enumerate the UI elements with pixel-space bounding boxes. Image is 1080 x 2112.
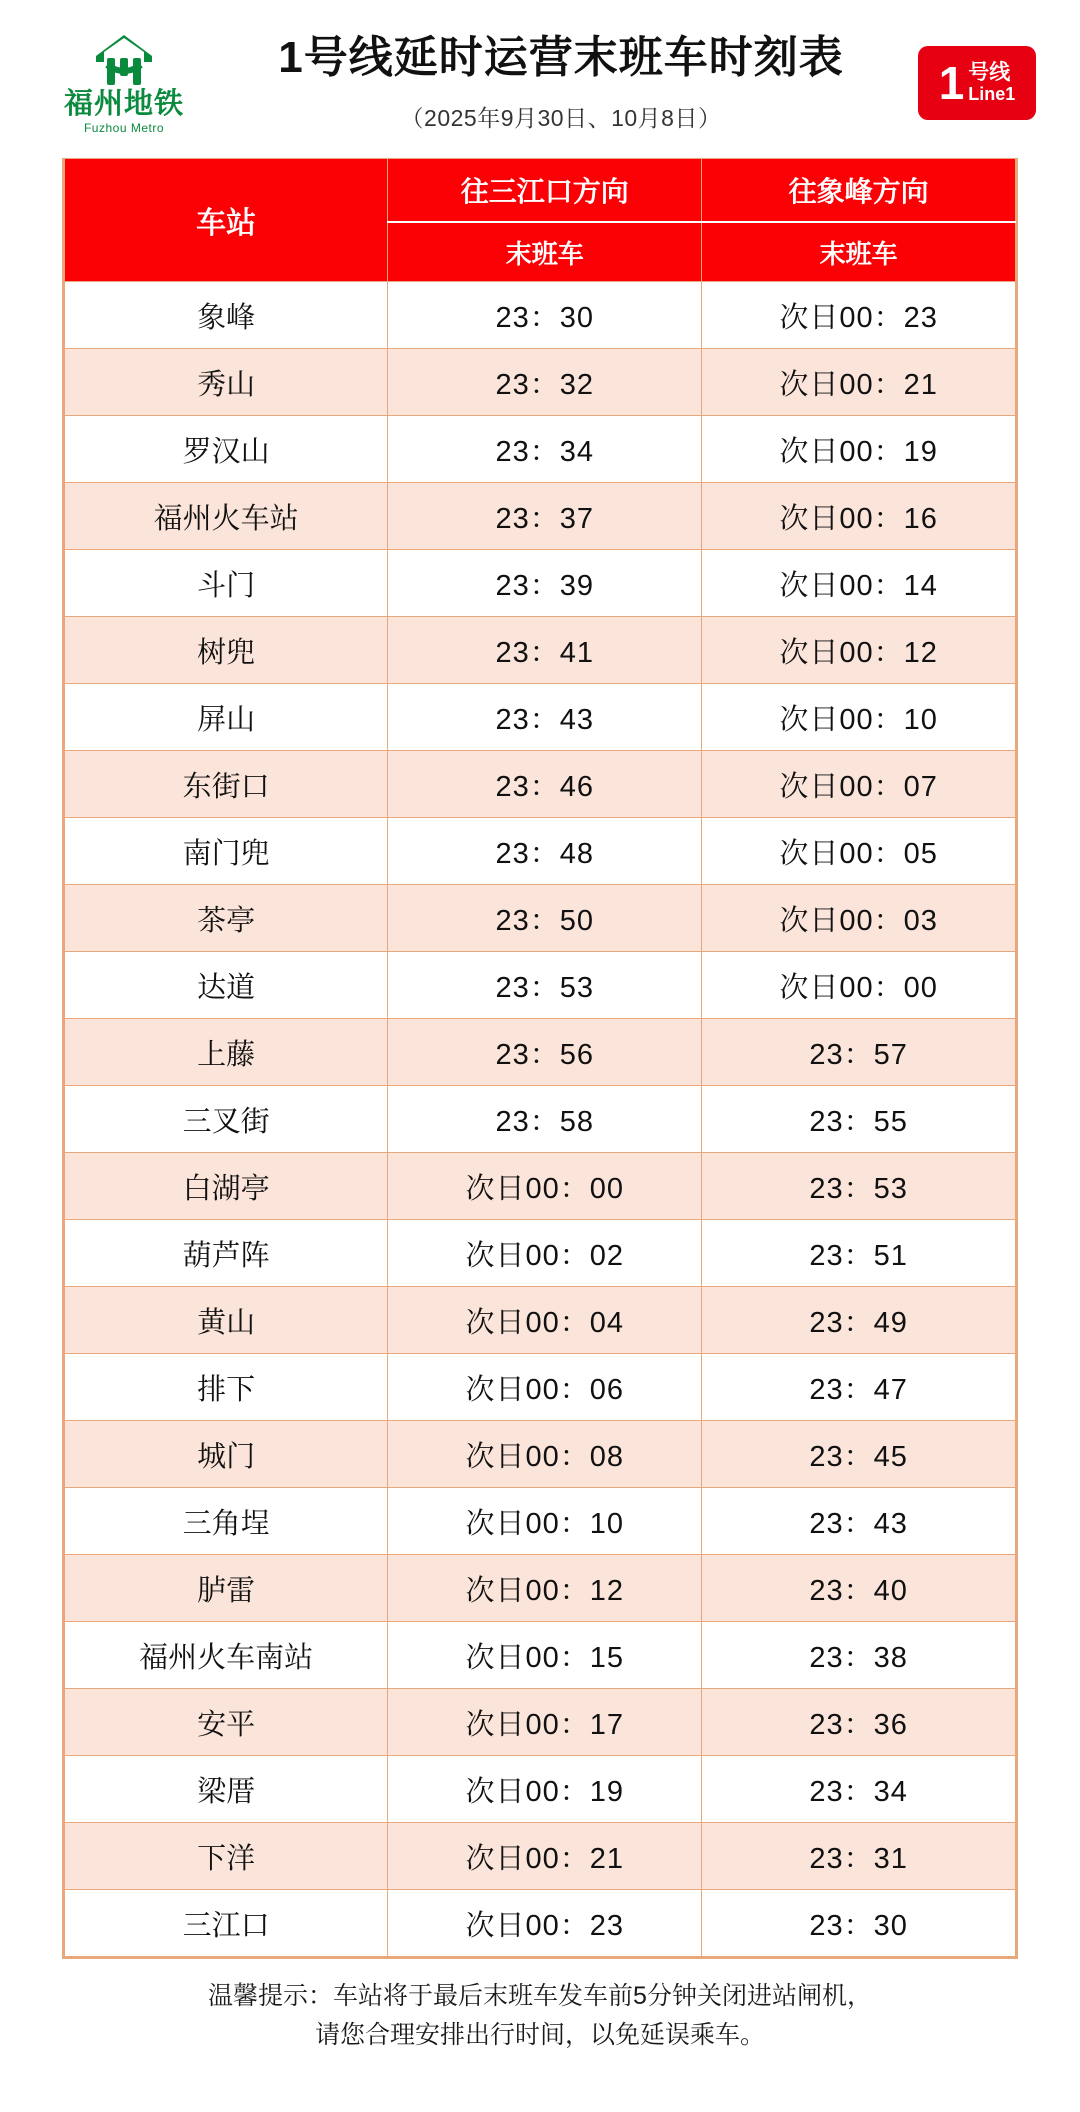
cell-last-train-to-xiangfeng: 23：49 (702, 1287, 1016, 1354)
line-badge-en: Line1 (968, 83, 1016, 104)
cell-last-train-to-xiangfeng: 次日00：00 (702, 952, 1016, 1019)
title-block (204, 26, 918, 133)
cell-last-train-to-xiangfeng: 次日00：14 (702, 550, 1016, 617)
table-row (65, 1287, 1016, 1354)
table-row (65, 1488, 1016, 1555)
table-row (65, 1354, 1016, 1421)
cell-last-train-to-xiangfeng: 次日00：16 (702, 483, 1016, 550)
footer-note-line-2: 请您合理安排出行时间，以免延误乘车。 (314, 2020, 765, 2049)
cell-last-train-to-xiangfeng: 23：31 (702, 1823, 1016, 1890)
cell-last-train-to-xiangfeng: 次日00：05 (702, 818, 1016, 885)
table-row (65, 483, 1016, 550)
timetable-container (62, 158, 1018, 1959)
metro-logo-icon (91, 32, 157, 88)
cell-last-train-to-xiangfeng: 次日00：03 (702, 885, 1016, 952)
fuzhou-metro-logo (44, 26, 204, 134)
line-badge (918, 46, 1036, 120)
table-row (65, 952, 1016, 1019)
header-station: 车站 (65, 159, 388, 282)
table-row (65, 1153, 1016, 1220)
cell-last-train-to-sanjiangkou: 次日00：00 (388, 1153, 702, 1220)
table-row (65, 751, 1016, 818)
cell-last-train-to-sanjiangkou: 23：48 (388, 818, 702, 885)
header-last-train-right: 末班车 (702, 222, 1016, 282)
cell-last-train-to-sanjiangkou: 23：34 (388, 416, 702, 483)
cell-last-train-to-xiangfeng: 次日00：12 (702, 617, 1016, 684)
timetable (64, 158, 1016, 1957)
cell-last-train-to-xiangfeng: 23：38 (702, 1622, 1016, 1689)
cell-last-train-to-xiangfeng: 23：36 (702, 1689, 1016, 1756)
cell-station: 葫芦阵 (65, 1220, 388, 1287)
cell-station: 三江口 (65, 1890, 388, 1957)
cell-last-train-to-xiangfeng: 23：30 (702, 1890, 1016, 1957)
cell-last-train-to-xiangfeng: 23：40 (702, 1555, 1016, 1622)
cell-station: 福州火车站 (65, 483, 388, 550)
cell-last-train-to-sanjiangkou: 次日00：15 (388, 1622, 702, 1689)
logo-text-cn: 福州地铁 (63, 88, 184, 120)
page-header (0, 0, 1080, 150)
cell-last-train-to-sanjiangkou: 23：32 (388, 349, 702, 416)
cell-last-train-to-sanjiangkou: 次日00：10 (388, 1488, 702, 1555)
cell-station: 福州火车南站 (65, 1622, 388, 1689)
table-row (65, 1756, 1016, 1823)
table-row (65, 1622, 1016, 1689)
cell-station: 梁厝 (65, 1756, 388, 1823)
cell-last-train-to-sanjiangkou: 次日00：04 (388, 1287, 702, 1354)
cell-last-train-to-sanjiangkou: 次日00：08 (388, 1421, 702, 1488)
cell-station: 象峰 (65, 282, 388, 349)
cell-last-train-to-xiangfeng: 23：57 (702, 1019, 1016, 1086)
cell-last-train-to-sanjiangkou: 23：43 (388, 684, 702, 751)
cell-last-train-to-sanjiangkou: 次日00：21 (388, 1823, 702, 1890)
cell-last-train-to-xiangfeng: 次日00：07 (702, 751, 1016, 818)
table-row (65, 416, 1016, 483)
cell-last-train-to-sanjiangkou: 次日00：23 (388, 1890, 702, 1957)
line-badge-cn: 号线 (968, 60, 1011, 84)
table-row (65, 885, 1016, 952)
table-row (65, 1555, 1016, 1622)
cell-last-train-to-sanjiangkou: 次日00：12 (388, 1555, 702, 1622)
cell-station: 三叉街 (65, 1086, 388, 1153)
cell-last-train-to-sanjiangkou: 23：56 (388, 1019, 702, 1086)
table-row (65, 684, 1016, 751)
cell-last-train-to-xiangfeng: 次日00：10 (702, 684, 1016, 751)
line-badge-text (968, 62, 1015, 104)
cell-last-train-to-xiangfeng: 23：53 (702, 1153, 1016, 1220)
cell-station: 东街口 (65, 751, 388, 818)
table-row (65, 617, 1016, 684)
cell-last-train-to-sanjiangkou: 23：53 (388, 952, 702, 1019)
header-direction-sanjiangkou: 往三江口方向 (388, 159, 702, 223)
footer-note (70, 1977, 1010, 2055)
page-subtitle: （2025年9月30日、10月8日） (400, 104, 722, 131)
table-row (65, 1421, 1016, 1488)
cell-station: 秀山 (65, 349, 388, 416)
cell-station: 排下 (65, 1354, 388, 1421)
cell-last-train-to-sanjiangkou: 次日00：06 (388, 1354, 702, 1421)
cell-last-train-to-sanjiangkou: 次日00：02 (388, 1220, 702, 1287)
table-row (65, 1823, 1016, 1890)
line-badge-number: 1 (938, 57, 965, 109)
cell-last-train-to-xiangfeng: 23：34 (702, 1756, 1016, 1823)
table-header-row-1 (65, 159, 1016, 223)
header-direction-xiangfeng: 往象峰方向 (702, 159, 1016, 223)
table-head (65, 159, 1016, 282)
cell-station: 屏山 (65, 684, 388, 751)
table-row (65, 1890, 1016, 1957)
table-row (65, 349, 1016, 416)
cell-last-train-to-xiangfeng: 23：47 (702, 1354, 1016, 1421)
cell-last-train-to-xiangfeng: 23：51 (702, 1220, 1016, 1287)
cell-station: 树兜 (65, 617, 388, 684)
cell-station: 斗门 (65, 550, 388, 617)
cell-station: 茶亭 (65, 885, 388, 952)
cell-last-train-to-sanjiangkou: 次日00：19 (388, 1756, 702, 1823)
cell-last-train-to-xiangfeng: 23：43 (702, 1488, 1016, 1555)
cell-last-train-to-xiangfeng: 次日00：21 (702, 349, 1016, 416)
cell-last-train-to-xiangfeng: 次日00：19 (702, 416, 1016, 483)
cell-station: 胪雷 (65, 1555, 388, 1622)
cell-station: 白湖亭 (65, 1153, 388, 1220)
header-last-train-left: 末班车 (388, 222, 702, 282)
cell-last-train-to-xiangfeng: 次日00：23 (702, 282, 1016, 349)
cell-station: 黄山 (65, 1287, 388, 1354)
footer-note-line-1: 温馨提示：车站将于最后末班车发车前5分钟关闭进站闸机， (208, 1982, 872, 2010)
cell-last-train-to-sanjiangkou: 23：58 (388, 1086, 702, 1153)
cell-last-train-to-sanjiangkou: 23：46 (388, 751, 702, 818)
cell-station: 南门兜 (65, 818, 388, 885)
cell-last-train-to-sanjiangkou: 23：39 (388, 550, 702, 617)
logo-text-en: Fuzhou Metro (83, 121, 165, 135)
table-body (65, 282, 1016, 1957)
page-title: 1号线延时运营末班车时刻表 (278, 33, 844, 82)
cell-last-train-to-sanjiangkou: 23：41 (388, 617, 702, 684)
cell-last-train-to-sanjiangkou: 23：37 (388, 483, 702, 550)
table-row (65, 550, 1016, 617)
cell-last-train-to-xiangfeng: 23：45 (702, 1421, 1016, 1488)
table-row (65, 1019, 1016, 1086)
table-row (65, 1689, 1016, 1756)
cell-last-train-to-xiangfeng: 23：55 (702, 1086, 1016, 1153)
cell-station: 下洋 (65, 1823, 388, 1890)
table-row (65, 282, 1016, 349)
cell-station: 安平 (65, 1689, 388, 1756)
table-row (65, 1086, 1016, 1153)
cell-station: 三角埕 (65, 1488, 388, 1555)
cell-station: 达道 (65, 952, 388, 1019)
cell-last-train-to-sanjiangkou: 次日00：17 (388, 1689, 702, 1756)
cell-station: 罗汉山 (65, 416, 388, 483)
cell-last-train-to-sanjiangkou: 23：30 (388, 282, 702, 349)
table-row (65, 818, 1016, 885)
table-row (65, 1220, 1016, 1287)
cell-station: 上藤 (65, 1019, 388, 1086)
cell-last-train-to-sanjiangkou: 23：50 (388, 885, 702, 952)
cell-station: 城门 (65, 1421, 388, 1488)
